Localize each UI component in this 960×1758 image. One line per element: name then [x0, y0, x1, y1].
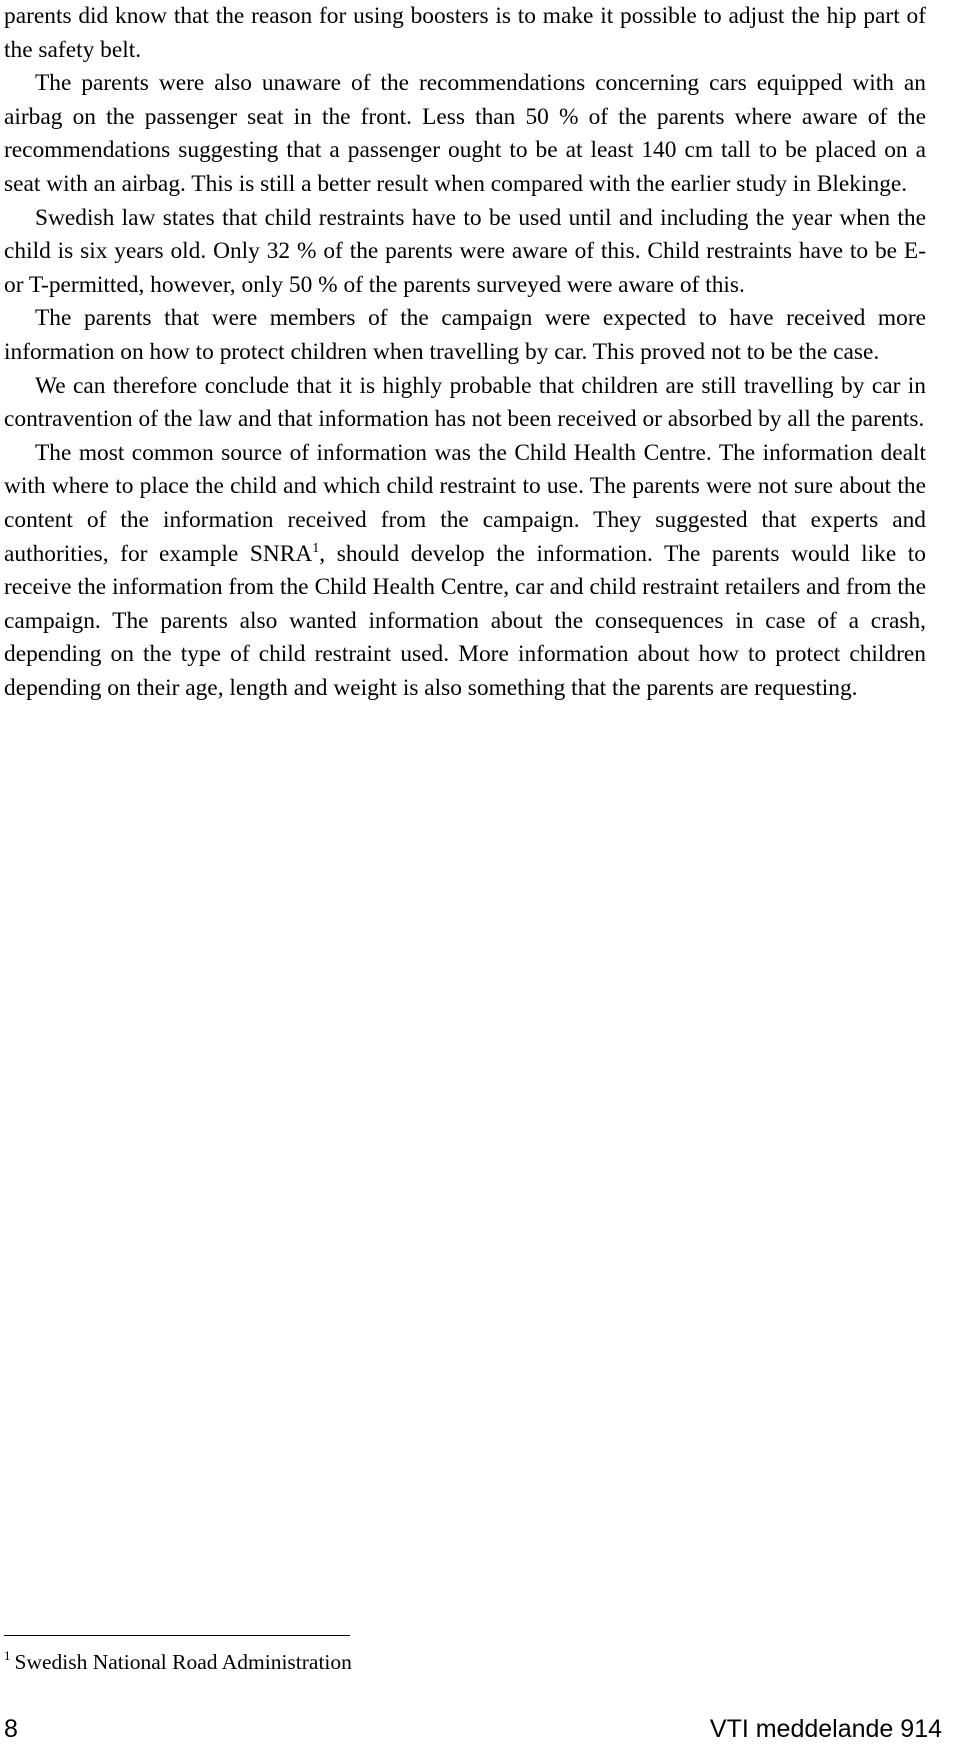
publication-label: VTI meddelande 914 [709, 1715, 942, 1743]
footnote [4, 1648, 352, 1676]
footnote-text: Swedish National Road Administration [14, 1650, 352, 1674]
body-text [4, 0, 926, 705]
footnote-reference: 1 [312, 540, 320, 556]
paragraph-text-after-note: , should develop the information. The parents would like to receive the information from the Child Health Centre, car and child restraint retailers and from the campaign. The parents also wanted information about the consequences in case of a crash, depending on the type of child restraint used. More information about how to protect children depending on their age, length and weight is also something that the parents are requesting. [4, 540, 926, 701]
paragraph-airbag-recommendations: The parents were also unaware of the recommendations concerning cars equipped with an airbag on the passenger seat in the front. Less than 50 % of the parents where aware of the recommendations suggesting that a passenger ought to be at least 140 cm tall to be placed on a seat with an airbag. This is still a better result when compared with the earlier study in Blekinge. [4, 70, 926, 197]
page-number: 8 [4, 1715, 18, 1743]
paragraph-swedish-law: Swedish law states that child restraints have to be used until and including the year when the child is six years old. Only 32 % of the parents were aware of this. Child restraints have to be E- or T-permitted, however, only 50 % of the parents surveyed were aware of this. [4, 204, 926, 298]
paragraph-campaign-members: The parents that were members of the campaign were expected to have received more information on how to protect children when travelling by car. This proved not to be the case. [4, 305, 926, 365]
footnote-separator [4, 1635, 350, 1636]
footnote-marker: 1 [4, 1648, 11, 1663]
paragraph-continued: parents did know that the reason for using boosters is to make it possible to adjust the hip part of the safety belt. [4, 3, 926, 63]
paragraph-information-source [4, 437, 926, 706]
paragraph-conclusion: We can therefore conclude that it is highly probable that children are still travelling by car in contravention of the law and that information has not been received or absorbed by all the parents. [4, 372, 926, 433]
paragraph-text-before-note: The most common source of information was the Child Health Centre. The information dealt with where to place the child and which child restraint to use. The parents were not sure about the content of the information received from the campaign. They suggested that experts and authorities, for example SNRA [4, 439, 926, 567]
